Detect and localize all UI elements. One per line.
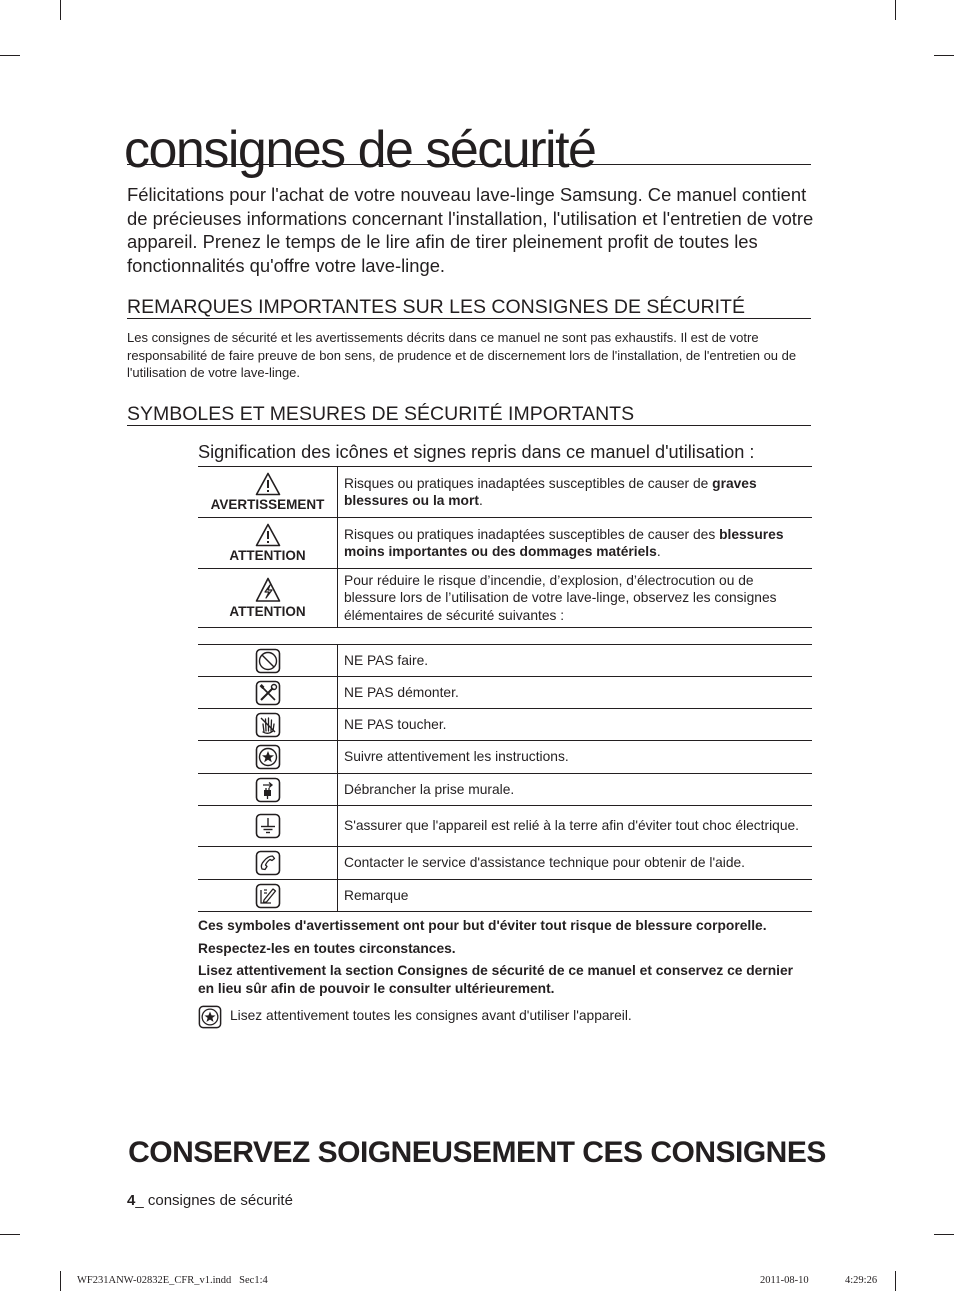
symbol-description: Débrancher la prise murale. [338, 774, 813, 806]
keep-instructions-banner: CONSERVEZ SOIGNEUSEMENT CES CONSIGNES [128, 1136, 826, 1169]
follow-instructions-icon [255, 744, 281, 770]
symbol-row [198, 774, 812, 806]
symbol-description: Suivre attentivement les instructions. [338, 741, 813, 774]
safety-note-2: Respectez-les en toutes circonstances. [198, 941, 456, 956]
no-disassemble-icon [255, 680, 281, 706]
section-body-remarques: Les consignes de sécurité et les avertissements décrits dans ce manuel ne sont pas exhaustifs. Il est de votre responsabilité de faire preuve de bon sens, de prudence et de discernement lors de l'installation, de l'entretien ou de l'utilisation de votre lave-linge. [127, 330, 797, 380]
follow-instructions-icon [198, 1005, 222, 1029]
page-title-text: consignes de sécurité [124, 121, 596, 179]
symbol-description: Remarque [338, 880, 813, 912]
warning-label: ATTENTION [229, 547, 306, 563]
footer-separator: _ [135, 1192, 148, 1209]
safety-note-3: Lisez attentivement la section Consignes de sécurité de ce manuel et conservez ce dernier en lieu sûr afin de pouvoir le consulter ultérieurement. [198, 963, 794, 996]
warning-row [198, 518, 812, 569]
slug-date: 2011-08-10 [760, 1275, 809, 1286]
warning-label-cell [198, 467, 338, 518]
symbol-icon-cell [198, 709, 338, 741]
crop-mark [60, 0, 61, 20]
note-icon [255, 883, 281, 909]
warning-triangle-icon [255, 472, 281, 496]
warning-triangle-icon [255, 523, 281, 547]
intro-paragraph: Félicitations pour l'achat de votre nouveau lave-linge Samsung. Ce manuel contient de précieuses informations concernant l'installation, l'utilisation et l'entretien de votre appareil. Prenez le temps de le lire afin de tirer pleinement profit de toutes les fonctionnalités qu'offre votre lave-linge. [127, 184, 814, 276]
electric-hazard-icon [255, 577, 281, 603]
crop-mark [895, 1271, 896, 1291]
symbol-row [198, 741, 812, 774]
crop-mark [934, 1234, 954, 1235]
crop-mark [60, 1271, 61, 1291]
ground-icon [255, 813, 281, 839]
symbol-icon-cell [198, 806, 338, 847]
phone-service-icon [255, 850, 281, 876]
symbol-icon-cell [198, 880, 338, 912]
symbol-description: S'assurer que l'appareil est relié à la terre afin d'éviter tout choc électrique. [338, 806, 813, 847]
symbol-icon-cell [198, 741, 338, 774]
warning-description: Risques ou pratiques inadaptées susceptibles de causer des blessures moins importantes ou des dommages matériels. [338, 518, 813, 569]
crop-mark [934, 55, 954, 56]
symbol-description: NE PAS toucher. [338, 709, 813, 741]
prohibited-icon [255, 648, 281, 674]
symbols-intro: Signification des icônes et signes repris dans ce manuel d'utilisation : [198, 442, 755, 462]
symbol-row [198, 880, 812, 912]
symbol-row [198, 677, 812, 709]
crop-mark [0, 55, 20, 56]
warning-label-cell [198, 518, 338, 569]
crop-mark [0, 1234, 20, 1235]
symbol-row [198, 847, 812, 880]
no-touch-icon [255, 712, 281, 738]
warning-description: Pour réduire le risque d’incendie, d’explosion, d’électrocution ou de blessure lors de l’utilisation de votre lave-linge, observez les consignes élémentaires de sécurité suivantes : [338, 569, 813, 628]
final-note-text: Lisez attentivement toutes les consignes avant d'utiliser l'appareil. [230, 1008, 632, 1023]
safety-note-1: Ces symboles d'avertissement ont pour but d'éviter tout risque de blessure corporelle. [198, 918, 767, 933]
page-title [124, 108, 811, 179]
footer-section: consignes de sécurité [147, 1192, 293, 1209]
unplug-icon [255, 777, 281, 803]
symbol-icon-cell [198, 645, 338, 677]
symbol-row [198, 645, 812, 677]
final-note [198, 1005, 812, 1030]
symbol-description: NE PAS faire. [338, 645, 813, 677]
crop-mark [895, 0, 896, 20]
section-heading-remarques: REMARQUES IMPORTANTES SUR LES CONSIGNES DE SÉCURITÉ [127, 296, 811, 319]
warning-label: ATTENTION [229, 603, 306, 619]
slug-time: 4:29:26 [845, 1275, 878, 1286]
page-footer [127, 1192, 293, 1209]
symbol-icon-cell [198, 847, 338, 880]
symbol-row [198, 806, 812, 847]
symbol-description: NE PAS démonter. [338, 677, 813, 709]
symbols-table [198, 644, 812, 912]
warning-row [198, 569, 812, 628]
page-number: 4 [127, 1192, 136, 1209]
warning-label-cell [198, 569, 338, 628]
warning-table [198, 466, 812, 628]
symbol-row [198, 709, 812, 741]
warning-description: Risques ou pratiques inadaptées susceptibles de causer de graves blessures ou la mort. [338, 467, 813, 518]
symbol-icon-cell [198, 677, 338, 709]
slug-filename: WF231ANW-02832E_CFR_v1.indd Sec1:4 [77, 1275, 268, 1286]
symbol-description: Contacter le service d'assistance technique pour obtenir de l'aide. [338, 847, 813, 880]
section-heading-symboles: SYMBOLES ET MESURES DE SÉCURITÉ IMPORTANTS [127, 403, 811, 426]
warning-label: AVERTISSEMENT [210, 496, 325, 512]
warning-row [198, 467, 812, 518]
symbol-icon-cell [198, 774, 338, 806]
